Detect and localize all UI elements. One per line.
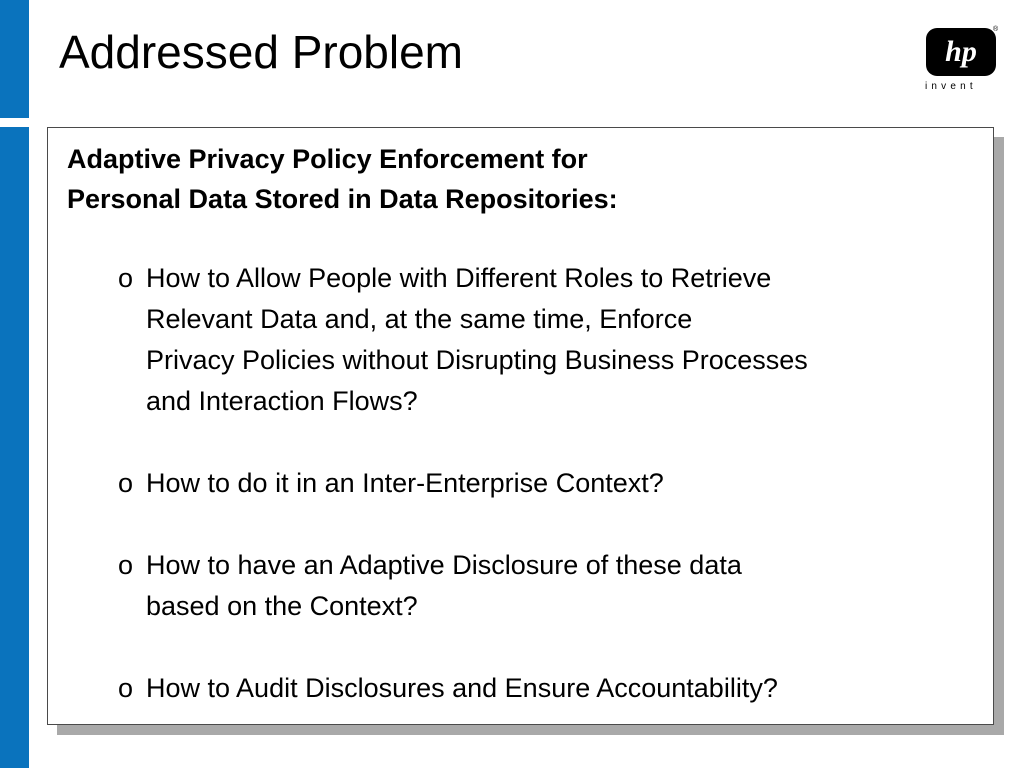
- bullet-marker: o: [118, 673, 134, 703]
- content-box: [47, 127, 994, 725]
- registered-mark: ®: [993, 26, 999, 33]
- bullet-line: Privacy Policies without Disrupting Business Processes: [146, 345, 808, 375]
- bullet-line: How to do it in an Inter-Enterprise Context?: [146, 468, 664, 498]
- heading-line: Adaptive Privacy Policy Enforcement for: [67, 144, 588, 174]
- accent-bar-bottom: [0, 127, 29, 768]
- content-heading: [67, 139, 618, 219]
- bullet-marker: o: [118, 468, 134, 498]
- bullet-item: [118, 668, 778, 709]
- bullet-line: and Interaction Flows?: [146, 386, 418, 416]
- bullet-line: How to have an Adaptive Disclosure of these data: [146, 550, 742, 580]
- bullet-line: based on the Context?: [146, 591, 418, 621]
- hp-logo-icon: [926, 26, 999, 76]
- logo-mark-text: hp: [945, 35, 977, 68]
- slide-title: Addressed Problem: [59, 26, 463, 78]
- bullet-line: How to Audit Disclosures and Ensure Accountability?: [146, 673, 778, 703]
- hp-logo: [925, 28, 997, 94]
- logo-tagline: invent: [925, 81, 977, 92]
- bullet-marker: o: [118, 550, 134, 580]
- bullet-line: Relevant Data and, at the same time, Enforce: [146, 304, 693, 334]
- bullet-item: [118, 545, 742, 627]
- bullet-marker: o: [118, 263, 134, 293]
- bullet-line: How to Allow People with Different Roles to Retrieve: [146, 263, 772, 293]
- bullet-item: [118, 258, 808, 422]
- heading-line: Personal Data Stored in Data Repositories:: [67, 184, 618, 214]
- accent-bar-top: [0, 0, 29, 118]
- bullet-item: [118, 463, 664, 504]
